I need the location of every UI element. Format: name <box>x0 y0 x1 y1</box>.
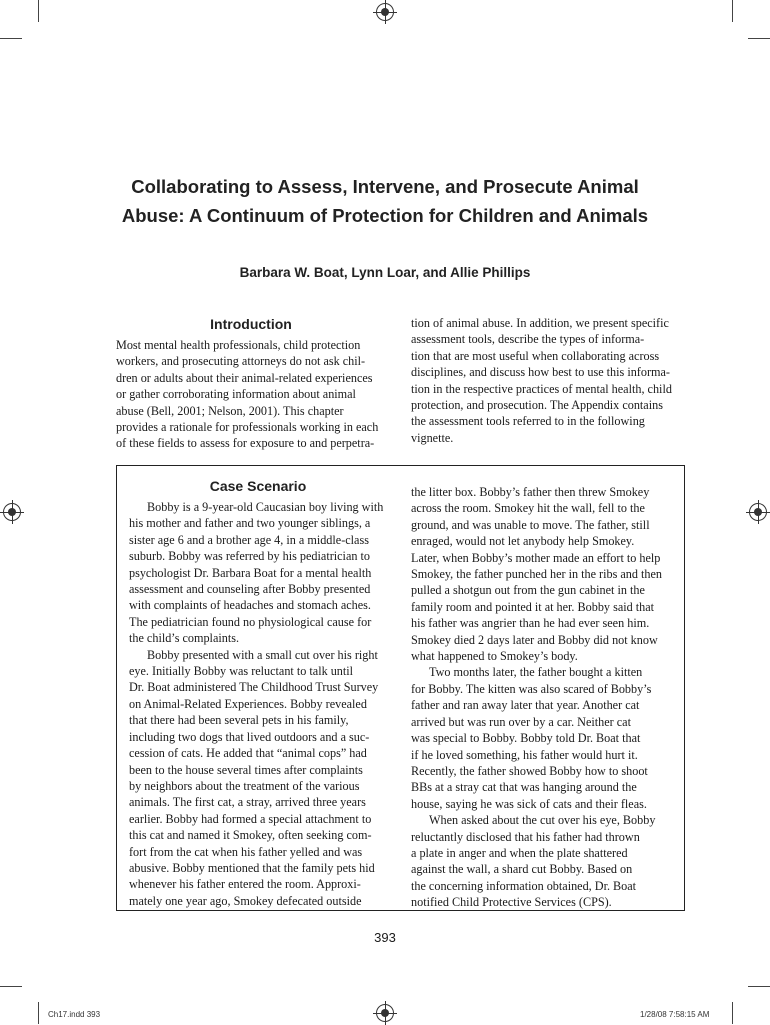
text-line: if he loved something, his father would hurt it. <box>411 747 638 762</box>
chapter-title <box>80 172 690 230</box>
crop-mark <box>732 1002 733 1024</box>
text-line: arrived but was run over by a car. Neither cat <box>411 714 631 729</box>
text-line: been to the house several times after complaints <box>129 762 363 777</box>
crop-mark <box>748 986 770 987</box>
text-line: protection, and prosecution. The Appendix contains <box>411 398 663 413</box>
slug-timestamp: 1/28/08 7:58:15 AM <box>640 1010 710 1019</box>
text-line: the litter box. Bobby’s father then threw Smokey <box>411 485 650 499</box>
text-line: including two dogs that lived outdoors and a suc- <box>129 729 370 744</box>
text-line: the child’s complaints. <box>129 631 240 646</box>
text-line: a plate in anger and when the plate shattered <box>411 845 628 860</box>
text-line: across the room. Smokey hit the wall, fell to the <box>411 501 645 516</box>
text-line: Later, when Bobby’s mother made an effort to help <box>411 550 661 565</box>
text-line: cession of cats. He added that “animal cops” had <box>129 746 367 761</box>
slug-file-info: Ch17.indd 393 <box>48 1010 101 1019</box>
text-line: eye. Initially Bobby was reluctant to talk until <box>129 664 354 679</box>
text-line: whenever his father entered the room. Approxi- <box>129 877 361 892</box>
registration-mark-icon <box>3 503 21 521</box>
text-line: pulled a shotgun out from the gun cabinet in the <box>411 583 645 598</box>
text-line: the assessment tools referred to in the following <box>411 414 645 429</box>
text-line: Smokey died 2 days later and Bobby did not know <box>411 632 658 647</box>
text-line: against the wall, a shard cut Bobby. Based on <box>411 862 633 877</box>
text-line: ground, and was unable to move. The father, still <box>411 517 650 532</box>
text-line: his mother and father and two younger siblings, a <box>129 516 371 531</box>
crop-mark <box>748 38 770 39</box>
text-line: dren or adults about their animal-related experiences <box>116 370 373 385</box>
text-line: mately one year ago, Smokey defecated outside <box>129 893 362 908</box>
text-line: Dr. Boat administered The Childhood Trust Survey <box>129 680 379 695</box>
intro-left-column <box>116 337 386 452</box>
text-line: fort from the cat when his father yelled and was <box>129 844 363 859</box>
text-line: the concerning information obtained, Dr. Boat <box>411 878 637 893</box>
text-line: or gather corroborating information about animal <box>116 387 356 402</box>
text-line: tion that are most useful when collaborating across <box>411 348 660 363</box>
case-left-column <box>129 499 387 909</box>
text-line: his father was angrier than he had ever seen him. <box>411 616 650 631</box>
text-line: Two months later, the father bought a kitten <box>429 665 643 680</box>
registration-mark-icon <box>376 3 394 21</box>
text-line: abuse (Bell, 2001; Nelson, 2001). This chapter <box>116 403 344 418</box>
text-line: When asked about the cut over his eye, Bobby <box>429 813 656 828</box>
introduction-heading: Introduction <box>210 316 292 332</box>
text-line: Most mental health professionals, child protection <box>116 338 361 352</box>
text-line: notified Child Protective Services (CPS). <box>411 895 612 910</box>
text-line: was special to Bobby. Bobby told Dr. Boat that <box>411 731 641 746</box>
text-line: workers, and prosecuting attorneys do not ask chil- <box>116 354 366 369</box>
text-line: animals. The first cat, a stray, arrived three years <box>129 795 366 810</box>
text-line: Bobby is a 9-year-old Caucasian boy living with <box>147 500 384 514</box>
text-line: for Bobby. The kitten was also scared of Bobby’s <box>411 681 652 696</box>
text-line: vignette. <box>411 430 454 445</box>
text-line: this cat and named it Smokey, often seeking com- <box>129 828 372 843</box>
registration-mark-icon <box>376 1004 394 1022</box>
crop-mark <box>38 0 39 22</box>
registration-mark-icon <box>749 503 767 521</box>
text-line: The pediatrician found no physiological cause for <box>129 614 372 629</box>
text-line: psychologist Dr. Barbara Boat for a mental health <box>129 565 372 580</box>
crop-mark <box>0 38 22 39</box>
text-line: assessment and counseling after Bobby presented <box>129 582 371 597</box>
text-line: by neighbors about the treatment of the various <box>129 778 360 793</box>
intro-right-column <box>411 315 685 446</box>
text-line: that there had been several pets in his family, <box>129 713 349 728</box>
text-line: disciplines, and discuss how best to use this informa- <box>411 365 670 380</box>
crop-mark <box>38 1002 39 1024</box>
text-line: provides a rationale for professionals working in each <box>116 420 379 435</box>
text-line: family room and pointed it at her. Bobby said that <box>411 599 655 614</box>
authors: Barbara W. Boat, Lynn Loar, and Allie Phillips <box>239 265 531 280</box>
page-number: 393 <box>374 930 396 945</box>
text-line: what happened to Smokey’s body. <box>411 649 578 664</box>
text-line: father and ran away later that year. Another cat <box>411 698 640 713</box>
text-line: earlier. Bobby had formed a special attachment to <box>129 811 372 826</box>
text-line: with complaints of headaches and stomach aches. <box>129 598 371 613</box>
text-line: suburb. Bobby was referred by his pediatrician to <box>129 549 370 564</box>
text-line: tion of animal abuse. In addition, we present specific <box>411 316 669 330</box>
text-line: assessment tools, describe the types of informa- <box>411 332 645 347</box>
case-scenario-heading: Case Scenario <box>209 478 307 494</box>
text-line: abusive. Bobby mentioned that the family pets hid <box>129 860 375 875</box>
text-line: sister age 6 and a brother age 4, in a middle-class <box>129 532 369 547</box>
text-line: tion in the respective practices of mental health, child <box>411 381 672 396</box>
chapter-title-line-2: Abuse: A Continuum of Protection for Children and Animals <box>121 205 649 226</box>
text-line: house, saying he was sick of cats and their fleas. <box>411 796 647 811</box>
text-line: Smokey, the father punched her in the ribs and then <box>411 567 663 582</box>
crop-mark <box>0 986 22 987</box>
text-line: of these fields to assess for exposure to and perpetra- <box>116 436 375 451</box>
text-line: Bobby presented with a small cut over his right <box>147 647 378 662</box>
case-right-column <box>411 484 671 911</box>
text-line: on Animal-Related Experiences. Bobby revealed <box>129 696 367 711</box>
text-line: enraged, would not let anybody help Smokey. <box>411 534 635 549</box>
text-line: reluctantly disclosed that his father had thrown <box>411 829 640 844</box>
chapter-title-line-1: Collaborating to Assess, Intervene, and Prosecute Animal <box>131 176 639 197</box>
text-line: BBs at a stray cat that was hanging around the <box>411 780 637 795</box>
crop-mark <box>732 0 733 22</box>
text-line: Recently, the father showed Bobby how to shoot <box>411 763 648 778</box>
